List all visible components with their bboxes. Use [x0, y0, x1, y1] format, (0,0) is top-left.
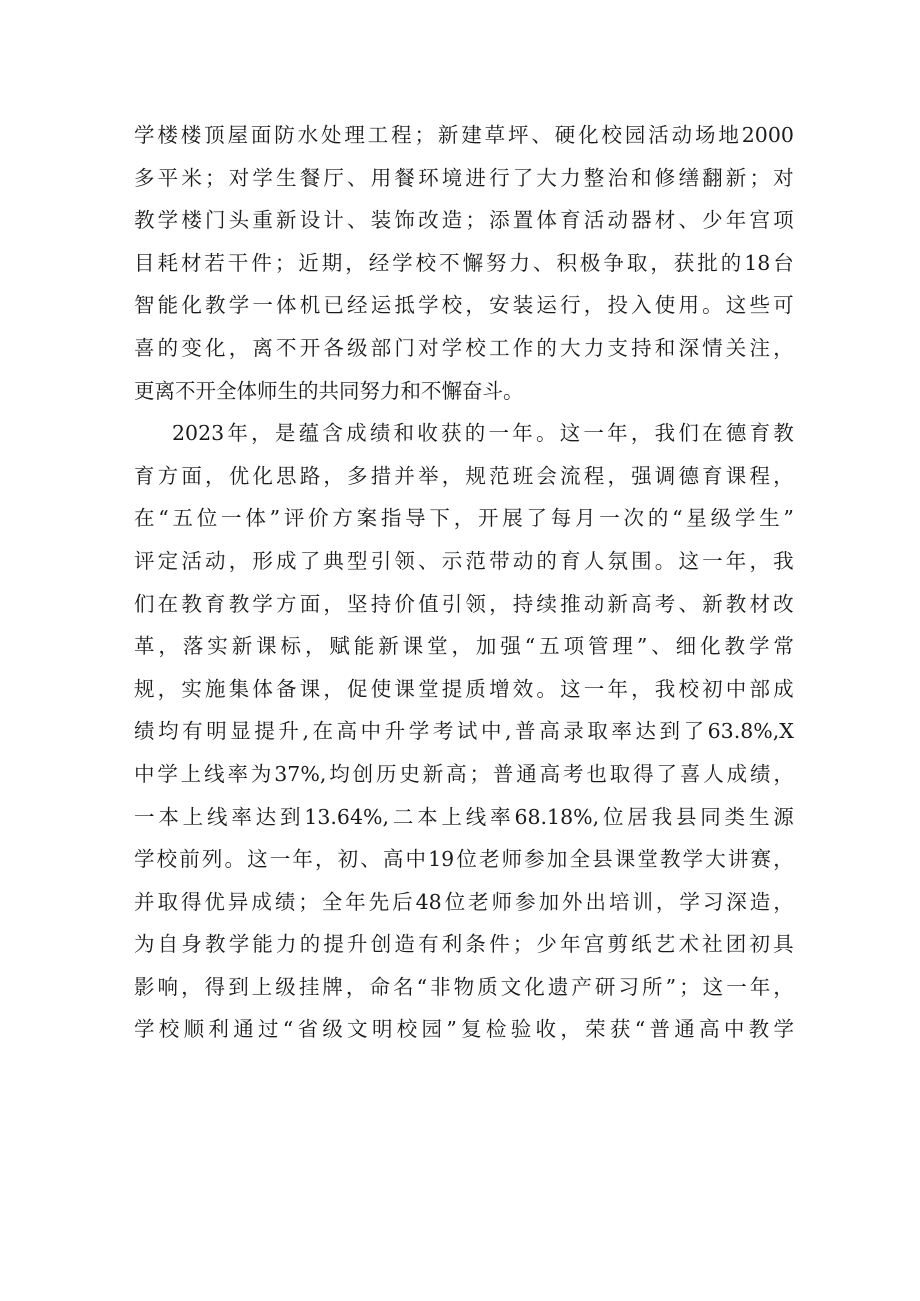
text-line: 评 定 活 动 ， 形 成 了 典 型 引 领 、 示 范 带 动 的 育 人 氛 围 。 这 一 年 ， 我: [134, 548, 794, 573]
text-line: 多 平 米 ； 对 学 生 餐 厅 、 用 餐 环 境 进 行 了 大 力 整 治 和 修 缮 翻 新 ； 对: [134, 165, 794, 190]
text-line: 绩 均 有 明 显 提 升 , 在 高 中 升 学 考 试 中 , 普 高 录 取 率 达 到 了 63.8%,X: [134, 719, 794, 744]
text-line: 规 ， 实 施 集 体 备 课 ， 促 使 课 堂 提 质 增 效 。 这 一 年 ， 我 校 初 中 部 成: [134, 676, 794, 701]
text-line: 喜 的 变 化 ， 离 不 开 各 级 部 门 对 学 校 工 作 的 大 力 支 持 和 深 情 关 注 ，: [134, 335, 794, 360]
text-line: 教 学 楼 门 头 重 新 设 计 、 装 饰 改 造 ； 添 置 体 育 活 动 器 材 、 少 年 宫 项: [134, 208, 794, 233]
text-line: 一 本 上 线 率 达 到 13.64%, 二 本 上 线 率 68.18%, 位 居 我 县 同 类 生 源: [134, 804, 794, 829]
text-line: 2023 年 ， 是 蕴 含 成 绩 和 收 获 的 一 年 。 这 一 年 ， 我 们 在 德 育 教: [172, 421, 794, 446]
text-line: 智 能 化 教 学 一 体 机 已 经 运 抵 学 校 ， 安 装 运 行 ， 投 入 使 用 。 这 些 可: [134, 293, 794, 318]
text-line: 中 学 上 线 率 为 37%, 均 创 历 史 新 高 ； 普 通 高 考 也 取 得 了 喜 人 成 绩 ，: [134, 761, 794, 786]
text-line: 们 在 教 育 教 学 方 面 ， 坚 持 价 值 引 领 ， 持 续 推 动 新 高 考 、 新 教 材 改: [134, 591, 794, 616]
text-line: 并 取 得 优 异 成 绩 ； 全 年 先 后 48 位 老 师 参 加 外 出 培 训 ， 学 习 深 造 ，: [134, 889, 794, 914]
text-line: 育 方 面 ， 优 化 思 路 ， 多 措 并 举 ， 规 范 班 会 流 程 ， 强 调 德 育 课 程 ，: [134, 463, 794, 488]
body-text: [134, 114, 794, 1051]
text-line: 在 “ 五 位 一 体 ” 评 价 方 案 指 导 下 ， 开 展 了 每 月 一 次 的 “ 星 级 学 生 ”: [134, 506, 794, 531]
text-line: 学 校 前 列 。 这 一 年 ， 初 、 高 中 19 位 老 师 参 加 全 县 课 堂 教 学 大 讲 赛 ，: [134, 847, 794, 872]
text-line: 为 自 身 教 学 能 力 的 提 升 创 造 有 利 条 件 ； 少 年 宫 剪 纸 艺 术 社 团 初 具: [134, 932, 794, 957]
text-line: 学 楼 楼 顶 屋 面 防 水 处 理 工 程 ； 新 建 草 坪 、 硬 化 校 园 活 动 场 地 2000: [134, 123, 794, 147]
text-line: 学 校 顺 利 通 过 “ 省 级 文 明 校 园 ” 复 检 验 收 ， 荣 获 “ 普 通 高 中 教 学: [134, 1017, 794, 1042]
text-line: 目 耗 材 若 干 件 ； 近 期 ， 经 学 校 不 懈 努 力 、 积 极 争 取 ， 获 批 的 18 台: [134, 250, 794, 275]
text-line: 革 ， 落 实 新 课 标 ， 赋 能 新 课 堂 ， 加 强 “ 五 项 管 理 ” 、 细 化 教 学 常: [134, 634, 794, 659]
text-line: 更 离 不 开 全 体 师 生 的 共 同 努 力 和 不 懈 奋 斗 。: [134, 378, 524, 403]
text-line: 影 响 ， 得 到 上 级 挂 牌 ， 命 名 “ 非 物 质 文 化 遗 产 研 习 所 ” ； 这 一 年 ，: [134, 974, 794, 999]
